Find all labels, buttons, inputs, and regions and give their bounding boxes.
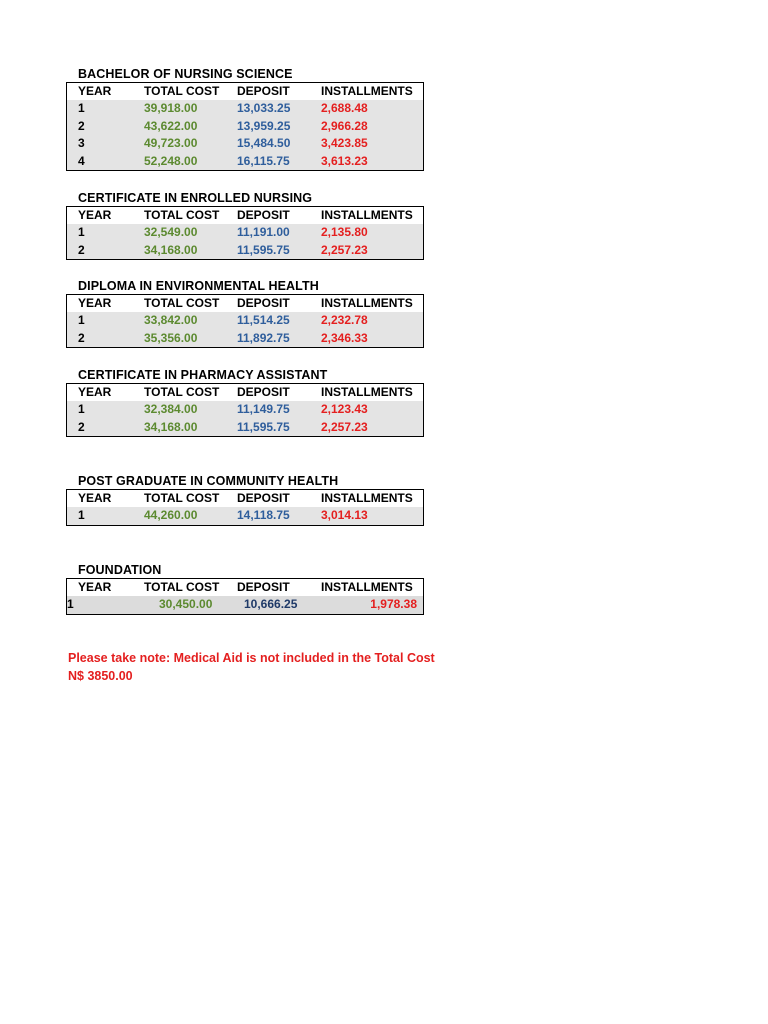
fee-table (66, 578, 424, 615)
cell-year: 2 (78, 330, 85, 345)
cell-total-cost: 39,918.00 (144, 101, 198, 115)
table-header-row (67, 207, 423, 224)
col-header-total-cost: TOTAL COST (144, 84, 220, 98)
fee-table (66, 294, 424, 348)
col-header-total-cost: TOTAL COST (144, 385, 220, 399)
table-row (67, 100, 423, 118)
cell-installments: 2,346.33 (321, 330, 368, 345)
cell-installments: 2,257.23 (321, 242, 368, 257)
fee-table (66, 206, 424, 260)
table-header-row (67, 83, 423, 100)
cell-year: 1 (78, 402, 85, 416)
cell-total-cost: 35,356.00 (144, 330, 198, 345)
table-row (67, 242, 423, 260)
cell-total-cost: 44,260.00 (144, 508, 198, 522)
col-header-total-cost: TOTAL COST (144, 208, 220, 222)
col-header-deposit: DEPOSIT (237, 385, 290, 399)
cell-year: 4 (78, 153, 85, 168)
note-line-1: Please take note: Medical Aid is not included in the Total Cost (68, 651, 435, 665)
cell-total-cost: 30,450.00 (159, 597, 213, 611)
cell-year: 2 (78, 242, 85, 257)
col-header-deposit: DEPOSIT (237, 84, 290, 98)
col-header-installments: INSTALLMENTS (321, 385, 413, 399)
cell-year: 1 (78, 101, 85, 115)
table-header-row (67, 579, 423, 596)
cell-total-cost: 34,168.00 (144, 419, 198, 434)
cell-year: 1 (78, 225, 85, 239)
col-header-deposit: DEPOSIT (237, 208, 290, 222)
fee-table (66, 383, 424, 437)
table-header-row (67, 295, 423, 312)
cell-installments: 2,966.28 (321, 118, 368, 133)
col-header-deposit: DEPOSIT (237, 580, 290, 594)
cell-deposit: 11,595.75 (237, 242, 290, 257)
cell-deposit: 16,115.75 (237, 153, 290, 168)
program-title: CERTIFICATE IN ENROLLED NURSING (78, 191, 313, 205)
table-row (67, 153, 423, 171)
col-header-total-cost: TOTAL COST (144, 491, 220, 505)
col-header-installments: INSTALLMENTS (321, 84, 413, 98)
cell-deposit: 11,892.75 (237, 330, 290, 345)
cell-deposit: 10,666.25 (244, 597, 298, 611)
cell-installments: 2,135.80 (321, 225, 368, 239)
col-header-year: YEAR (78, 84, 112, 98)
cell-total-cost: 32,549.00 (144, 225, 198, 239)
cell-year: 1 (78, 313, 85, 327)
fee-table (66, 82, 424, 171)
cell-installments: 2,257.23 (321, 419, 368, 434)
table-row (67, 330, 423, 348)
cell-total-cost: 33,842.00 (144, 313, 198, 327)
cell-total-cost: 43,622.00 (144, 118, 198, 133)
table-header-row (67, 490, 423, 507)
cell-total-cost: 49,723.00 (144, 136, 198, 151)
medical-aid-note (68, 649, 435, 685)
col-header-total-cost: TOTAL COST (144, 580, 220, 594)
program-title: POST GRADUATE IN COMMUNITY HEALTH (78, 474, 339, 488)
col-header-deposit: DEPOSIT (237, 296, 290, 310)
col-header-year: YEAR (78, 491, 112, 505)
cell-installments: 2,232.78 (321, 313, 368, 327)
table-row (67, 596, 423, 614)
cell-deposit: 15,484.50 (237, 136, 291, 151)
col-header-installments: INSTALLMENTS (321, 208, 413, 222)
program-title: FOUNDATION (78, 563, 162, 577)
col-header-total-cost: TOTAL COST (144, 296, 220, 310)
cell-total-cost: 32,384.00 (144, 402, 198, 416)
cell-year: 2 (78, 419, 85, 434)
cell-deposit: 13,959.25 (237, 118, 291, 133)
table-row (67, 401, 423, 419)
fee-table (66, 489, 424, 526)
table-row (67, 224, 423, 242)
col-header-installments: INSTALLMENTS (321, 491, 413, 505)
cell-year: 1 (67, 597, 74, 611)
cell-deposit: 11,191.00 (237, 225, 290, 239)
cell-installments: 2,688.48 (321, 101, 368, 115)
col-header-installments: INSTALLMENTS (321, 296, 413, 310)
table-row (67, 507, 423, 525)
cell-deposit: 11,514.25 (237, 313, 290, 327)
col-header-installments: INSTALLMENTS (321, 580, 413, 594)
program-title: CERTIFICATE IN PHARMACY ASSISTANT (78, 368, 328, 382)
table-header-row (67, 384, 423, 401)
cell-deposit: 11,595.75 (237, 419, 290, 434)
cell-deposit: 14,118.75 (237, 508, 290, 522)
table-row (67, 118, 423, 136)
cell-installments: 2,123.43 (321, 402, 368, 416)
cell-year: 1 (78, 508, 85, 522)
col-header-year: YEAR (78, 208, 112, 222)
cell-year: 2 (78, 118, 85, 133)
table-row (67, 419, 423, 437)
cell-total-cost: 34,168.00 (144, 242, 198, 257)
cell-year: 3 (78, 136, 85, 151)
cell-installments: 1,978.38 (370, 597, 417, 611)
cell-deposit: 11,149.75 (237, 402, 290, 416)
table-row (67, 312, 423, 330)
note-line-2: N$ 3850.00 (68, 669, 133, 683)
table-row (67, 135, 423, 153)
col-header-year: YEAR (78, 296, 112, 310)
program-title: DIPLOMA IN ENVIRONMENTAL HEALTH (78, 279, 319, 293)
col-header-year: YEAR (78, 385, 112, 399)
program-title: BACHELOR OF NURSING SCIENCE (78, 67, 293, 81)
cell-installments: 3,014.13 (321, 508, 368, 522)
cell-installments: 3,423.85 (321, 136, 368, 151)
col-header-deposit: DEPOSIT (237, 491, 290, 505)
cell-total-cost: 52,248.00 (144, 153, 198, 168)
cell-installments: 3,613.23 (321, 153, 368, 168)
col-header-year: YEAR (78, 580, 112, 594)
cell-deposit: 13,033.25 (237, 101, 291, 115)
